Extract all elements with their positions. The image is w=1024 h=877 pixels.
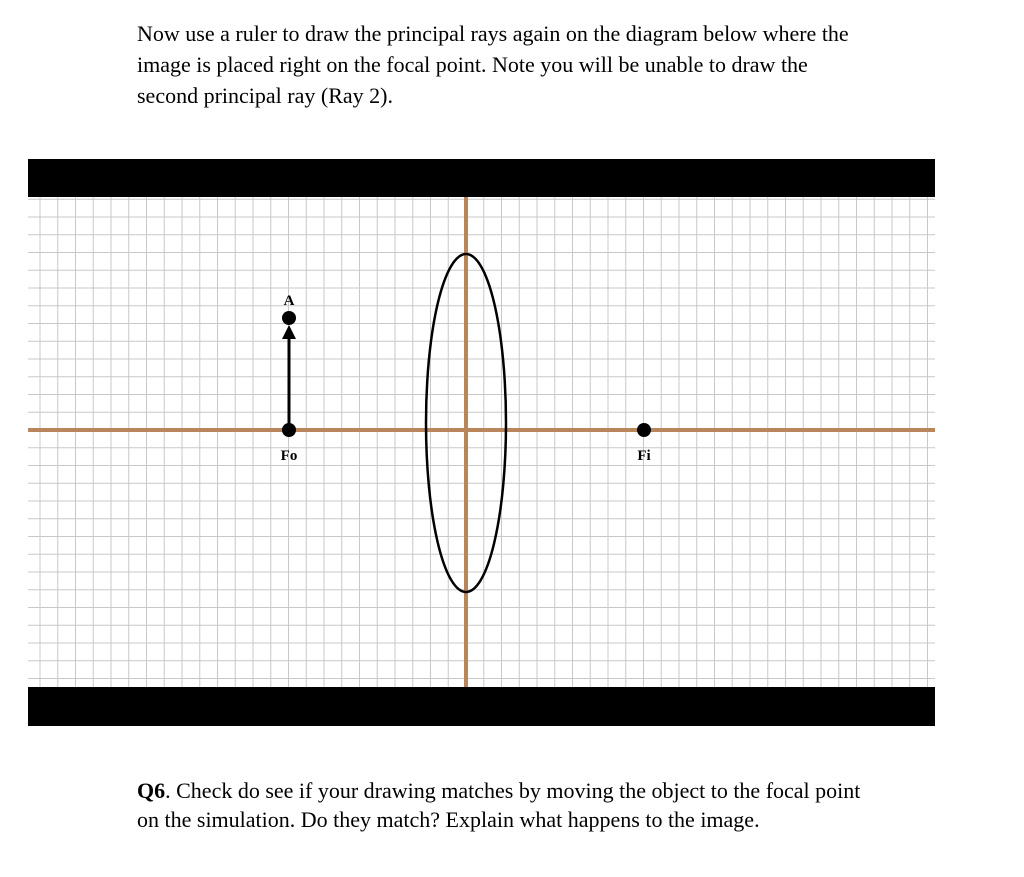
question-label: Q6 — [137, 778, 166, 803]
ray-diagram — [28, 159, 935, 726]
question-q6 — [137, 776, 957, 834]
instruction-line-3: second principal ray (Ray 2). — [137, 83, 393, 108]
instruction-text — [137, 18, 937, 111]
image-focal-point — [637, 423, 651, 437]
instruction-line-2: image is placed right on the focal point. Note you will be unable to draw the — [137, 52, 808, 77]
question-line-1 — [137, 776, 957, 805]
top-band — [28, 159, 935, 197]
question-line-1-text: . Check do see if your drawing matches by moving the object to the focal point — [165, 778, 861, 803]
object-label: A — [283, 293, 295, 309]
question-line-2: on the simulation. Do they match? Explain what happens to the image. — [137, 807, 760, 832]
bottom-band — [28, 687, 935, 726]
object-focal-label: Fo — [280, 448, 298, 464]
object-focal-point — [282, 423, 296, 437]
object-point — [282, 311, 296, 325]
image-focal-label: Fi — [637, 448, 651, 464]
instruction-line-1: Now use a ruler to draw the principal rays again on the diagram below where the — [137, 21, 849, 46]
